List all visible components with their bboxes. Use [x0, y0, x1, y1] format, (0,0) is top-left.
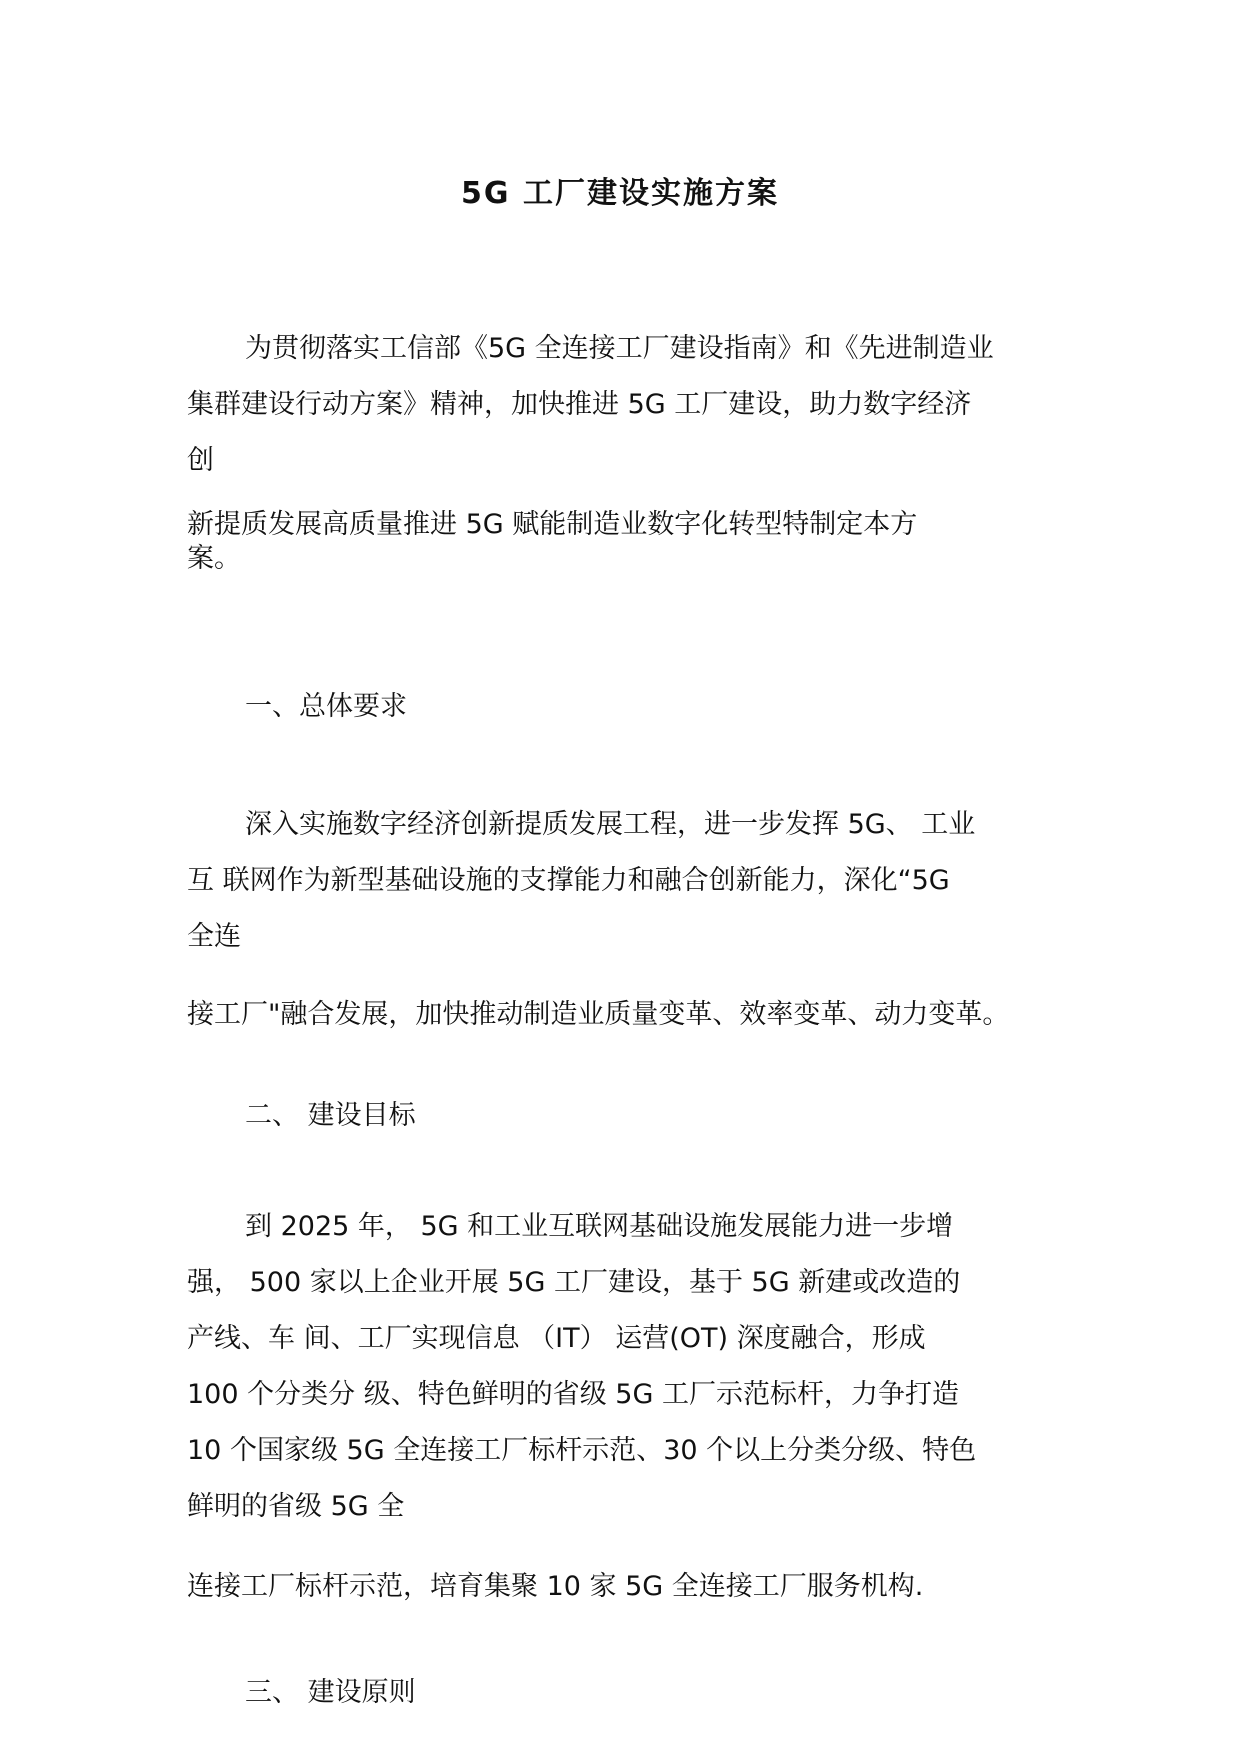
intro-line-2: 集群建设行动方案》精神，加快推进 5G 工厂建设，助力数字经济 [187, 389, 972, 420]
intro-line-3: 创 [187, 445, 214, 476]
section1-line-1: 深入实施数字经济创新提质发展工程，进一步发挥 5G、 工业 [245, 809, 976, 840]
section1-paragraph [187, 808, 1067, 1054]
intro-line-5: 案。 [187, 543, 241, 574]
section2-line-4: 100 个分类分 级、特色鲜明的省级 5G 工厂示范标杆，力争打造 [187, 1379, 959, 1410]
intro-paragraph [187, 332, 1067, 576]
section2-line-6: 鲜明的省级 5G 全 [187, 1491, 405, 1522]
section-heading-3: 三、 建设原则 [245, 1677, 416, 1708]
section-heading-2: 二、 建设目标 [245, 1100, 416, 1131]
section-heading-1: 一、总体要求 [245, 691, 407, 722]
section1-line-2: 互 联网作为新型基础设施的支撑能力和融合创新能力，深化“5G [187, 865, 950, 896]
section2-line-5: 10 个国家级 5G 全连接工厂标杆示范、30 个以上分类分级、特色 [187, 1435, 977, 1466]
intro-line-4: 新提质发展高质量推进 5G 赋能制造业数字化转型特制定本方 [187, 509, 918, 540]
section2-line-3: 产线、车 间、工厂实现信息 （IT） 运营(OT) 深度融合，形成 [187, 1323, 926, 1354]
intro-line-1: 为贯彻落实工信部《5G 全连接工厂建设指南》和《先进制造业 [245, 333, 994, 364]
document-title: 5G 工厂建设实施方案 [461, 176, 779, 211]
section2-paragraph [187, 1210, 1067, 1626]
section1-line-4: 接工厂"融合发展，加快推动制造业质量变革、效率变革、动力变革。 [187, 999, 1010, 1030]
section2-line-2: 强， 500 家以上企业开展 5G 工厂建设，基于 5G 新建或改造的 [187, 1267, 961, 1298]
section2-line-7: 连接工厂标杆示范，培育集聚 10 家 5G 全连接工厂服务机构. [187, 1571, 924, 1602]
section2-line-1: 到 2025 年， 5G 和工业互联网基础设施发展能力进一步增 [245, 1211, 954, 1242]
section1-line-3: 全连 [187, 921, 241, 952]
